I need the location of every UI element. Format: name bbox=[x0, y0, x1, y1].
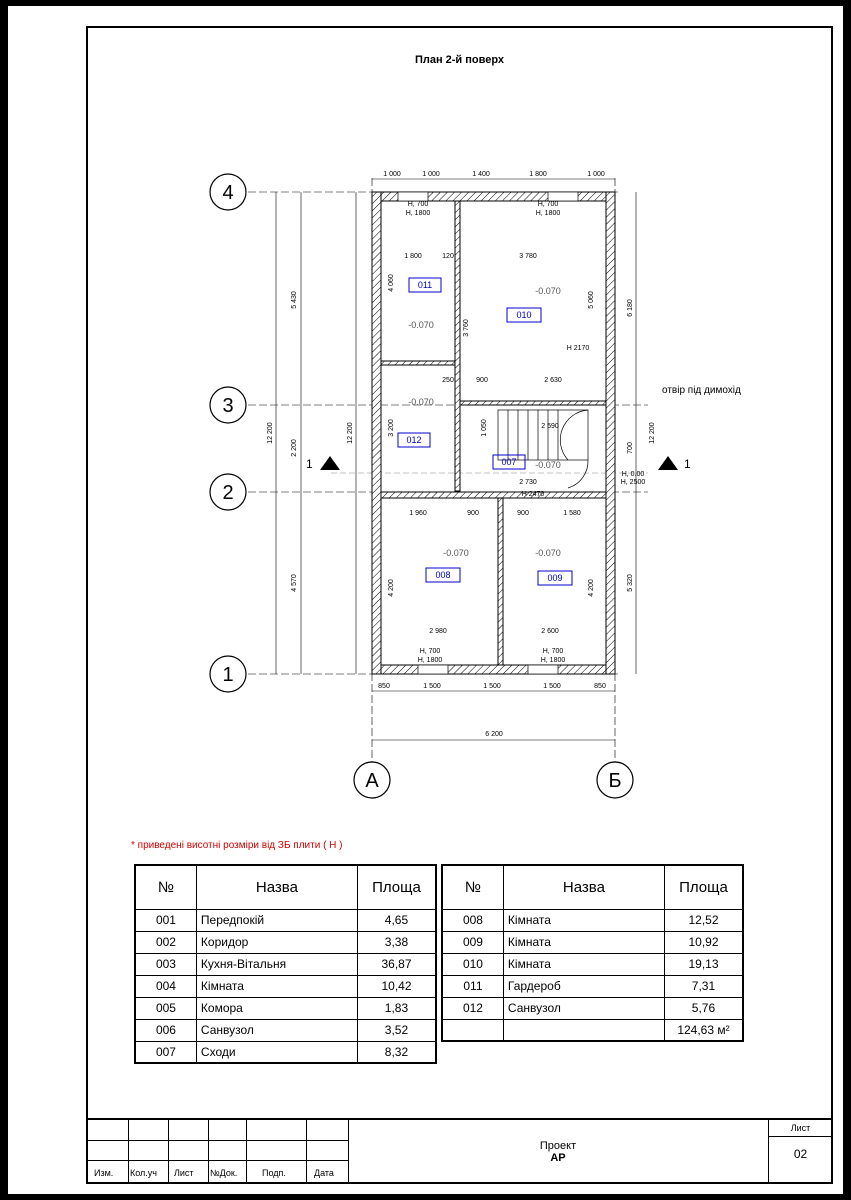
dim-1960: 1 960 bbox=[409, 510, 427, 517]
table-row: 003 Кухня-Вітальня 36,87 bbox=[135, 953, 436, 975]
dim-bottom-2: 1 500 bbox=[423, 683, 441, 690]
room-010-tag: 010 bbox=[516, 310, 532, 320]
col-area: Площа bbox=[357, 865, 436, 909]
drawing-frame bbox=[86, 26, 833, 1184]
dim-2980: 2 980 bbox=[429, 628, 447, 635]
axis-3-label: 3 bbox=[222, 395, 234, 417]
dim-overall: 6 200 bbox=[485, 731, 503, 738]
stamp-col-data: Дата bbox=[314, 1168, 334, 1178]
table-row: 001 Передпокій 4,65 bbox=[135, 909, 436, 931]
rooms-table-2 bbox=[441, 864, 744, 1042]
window-h8: H, 1800 bbox=[540, 657, 566, 664]
dim-900-c: 900 bbox=[517, 510, 529, 517]
height-note: * приведені висотні розміри від ЗБ плити ( Н ) bbox=[131, 840, 343, 851]
total-area: 124,63 м² bbox=[664, 1019, 743, 1041]
dim-right-total: 12 200 bbox=[649, 422, 656, 444]
stamp-col-list: Лист bbox=[174, 1168, 194, 1178]
room-012-tag: 012 bbox=[406, 435, 422, 445]
dim-3200: 3 200 bbox=[388, 419, 395, 437]
window-h6: H, 1800 bbox=[417, 657, 443, 664]
dim-900-b: 900 bbox=[467, 510, 479, 517]
dim-bottom-3: 1 500 bbox=[483, 683, 501, 690]
dim-1580: 1 580 bbox=[563, 510, 581, 517]
dim-bottom-5: 850 bbox=[594, 683, 606, 690]
dim-1050: 1 050 bbox=[481, 419, 488, 437]
page-title: План 2-й поверх bbox=[414, 54, 505, 66]
table-row-total bbox=[442, 1019, 743, 1041]
table-row: 008 Кімната 12,52 bbox=[442, 909, 743, 931]
table-row: 012 Санвузол 5,76 bbox=[442, 997, 743, 1019]
room-010-level: -0.070 bbox=[535, 286, 561, 296]
col-num: № bbox=[135, 865, 196, 909]
floor-plan bbox=[88, 28, 831, 828]
dim-3780: 3 780 bbox=[519, 253, 537, 260]
dim-1800: 1 800 bbox=[404, 253, 422, 260]
dim-5060: 5 060 bbox=[588, 291, 595, 309]
table-row: 006 Санвузол 3,52 bbox=[135, 1019, 436, 1041]
dim-250: 250 bbox=[442, 377, 454, 384]
axis-2-label: 2 bbox=[222, 482, 234, 504]
window-h3: H, 700 bbox=[537, 201, 559, 208]
table-row: 007 Сходи 8,32 bbox=[135, 1041, 436, 1063]
dim-2730: 2 730 bbox=[519, 479, 537, 486]
stair-h2: H, 2500 bbox=[620, 479, 646, 486]
window-h2: H, 1800 bbox=[405, 210, 431, 217]
dim-900-a: 900 bbox=[476, 377, 488, 384]
dim-top-3: 1 400 bbox=[472, 171, 490, 178]
chimney-note: отвір під димохід bbox=[662, 385, 741, 396]
stamp-col-doc: №Док. bbox=[210, 1168, 238, 1178]
dim-top-4: 1 800 bbox=[529, 171, 547, 178]
col-area: Площа bbox=[664, 865, 743, 909]
stair-h3: H 2470 bbox=[521, 491, 545, 498]
room-009-level: -0.070 bbox=[535, 548, 561, 558]
stamp-col-kol: Кол.уч bbox=[130, 1168, 157, 1178]
table-row: 011 Гардероб 7,31 bbox=[442, 975, 743, 997]
window-h5: H, 700 bbox=[419, 648, 441, 655]
room-012-level: -0.070 bbox=[408, 397, 434, 407]
project-code: АР bbox=[550, 1152, 566, 1164]
drawing-sheet bbox=[8, 6, 843, 1194]
dim-120: 120 bbox=[442, 253, 454, 260]
sheet-number: 02 bbox=[793, 1147, 808, 1161]
room-007-level: -0.070 bbox=[535, 460, 561, 470]
section-left: 1 bbox=[306, 457, 313, 471]
col-name: Назва bbox=[503, 865, 664, 909]
dim-3760: 3 760 bbox=[463, 319, 470, 337]
dim-2590: 2 590 bbox=[541, 423, 559, 430]
dim-left-3: 4 570 bbox=[291, 574, 298, 592]
room-009-tag: 009 bbox=[547, 573, 563, 583]
dim-2600: 2 600 bbox=[541, 628, 559, 635]
axis-a-label: А bbox=[365, 770, 379, 792]
room-008-level: -0.070 bbox=[443, 548, 469, 558]
axis-1-label: 1 bbox=[222, 664, 234, 686]
dim-right-1: 6 180 bbox=[627, 299, 634, 317]
project-label: Проект bbox=[539, 1140, 577, 1152]
dim-right-2: 700 bbox=[627, 442, 634, 454]
room-011-tag: 011 bbox=[417, 280, 433, 290]
axis-4-label: 4 bbox=[222, 182, 234, 204]
rooms-table-1 bbox=[134, 864, 437, 1064]
section-right: 1 bbox=[684, 457, 691, 471]
axis-b-label: Б bbox=[608, 770, 622, 792]
dim-4200-a: 4 200 bbox=[388, 579, 395, 597]
col-num: № bbox=[442, 865, 503, 909]
ceiling-height: H 2170 bbox=[566, 345, 590, 352]
dim-left-2: 2 200 bbox=[291, 439, 298, 457]
room-008-tag: 008 bbox=[435, 570, 451, 580]
table-row: 004 Кімната 10,42 bbox=[135, 975, 436, 997]
dim-right-3: 5 320 bbox=[627, 574, 634, 592]
dim-bottom-1: 850 bbox=[378, 683, 390, 690]
dim-4060: 4 060 bbox=[388, 274, 395, 292]
dim-bottom-4: 1 500 bbox=[543, 683, 561, 690]
room-011-level: -0.070 bbox=[408, 320, 434, 330]
stamp-col-izm: Изм. bbox=[94, 1168, 114, 1178]
window-h4: H, 1800 bbox=[535, 210, 561, 217]
room-007-tag: 007 bbox=[501, 457, 517, 467]
dim-left-total: 12 200 bbox=[267, 422, 274, 444]
stamp-col-podp: Подп. bbox=[262, 1168, 286, 1178]
dim-left-1: 5 430 bbox=[291, 291, 298, 309]
dim-2630: 2 630 bbox=[544, 377, 562, 384]
table-row: 009 Кімната 10,92 bbox=[442, 931, 743, 953]
stair-h1: H, 0.00 bbox=[621, 471, 645, 478]
title-block bbox=[88, 1118, 831, 1182]
dim-4200-b: 4 200 bbox=[588, 579, 595, 597]
table-row: 005 Комора 1,83 bbox=[135, 997, 436, 1019]
dim-top-1: 1 000 bbox=[383, 171, 401, 178]
dim-top-5: 1 000 bbox=[587, 171, 605, 178]
window-h1: H, 700 bbox=[407, 201, 429, 208]
dim-top-2: 1 000 bbox=[422, 171, 440, 178]
table-row: 002 Коридор 3,38 bbox=[135, 931, 436, 953]
sheet-label: Лист bbox=[769, 1120, 832, 1137]
table-row: 010 Кімната 19,13 bbox=[442, 953, 743, 975]
window-h7: H, 700 bbox=[542, 648, 564, 655]
col-name: Назва bbox=[196, 865, 357, 909]
dim-left-inner-total: 12 200 bbox=[347, 422, 354, 444]
